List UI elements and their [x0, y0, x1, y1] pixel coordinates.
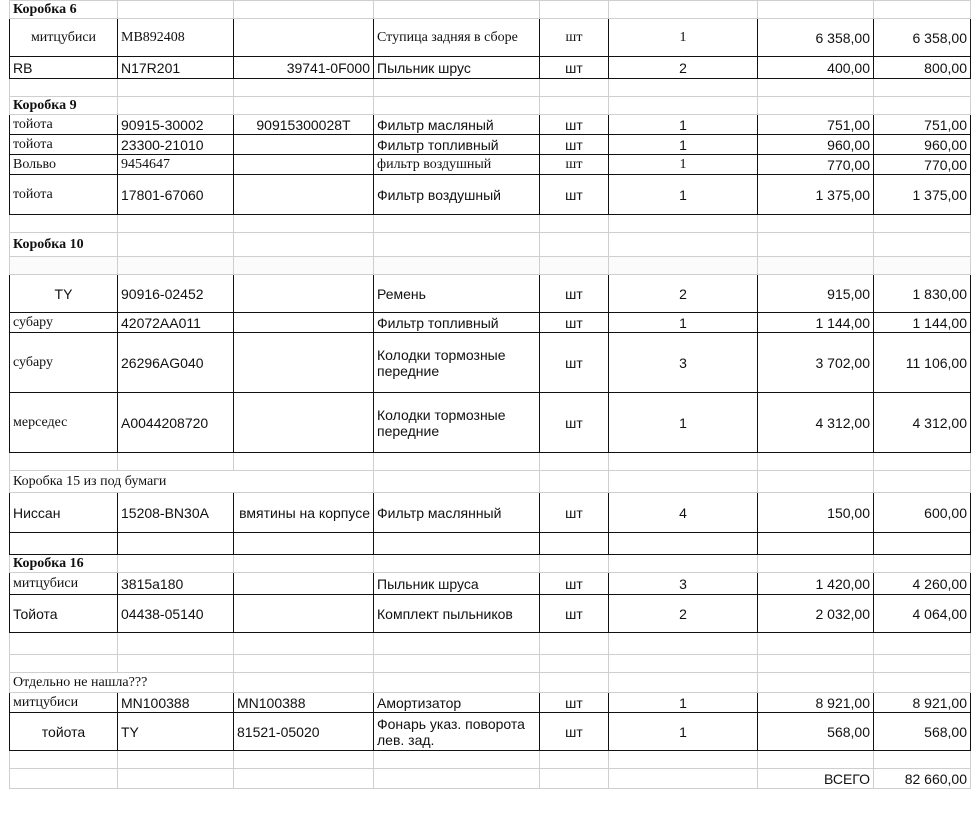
- empty-cell[interactable]: [758, 751, 874, 769]
- group-title: Коробка 6: [10, 1, 118, 19]
- sheet-row: [10, 1, 971, 19]
- unit-cell[interactable]: шт: [540, 493, 609, 533]
- price-cell[interactable]: 6 358,00: [758, 19, 874, 57]
- table-row[interactable]: [10, 19, 971, 57]
- empty-cell[interactable]: [609, 79, 758, 97]
- unit-cell[interactable]: шт: [540, 713, 609, 751]
- empty-cell[interactable]: [10, 751, 118, 769]
- empty-cell[interactable]: [758, 633, 874, 655]
- brand-cell[interactable]: Вольво: [10, 155, 118, 175]
- sheet-row: [10, 633, 971, 655]
- total-cell[interactable]: 800,00: [874, 57, 971, 79]
- empty-cell[interactable]: [540, 533, 609, 555]
- table-row[interactable]: [10, 313, 971, 333]
- total-cell[interactable]: 4 064,00: [874, 595, 971, 633]
- empty-cell[interactable]: [609, 655, 758, 673]
- total-cell[interactable]: 1 830,00: [874, 275, 971, 313]
- empty-cell[interactable]: [609, 533, 758, 555]
- ref-cell[interactable]: вмятины на корпусе: [234, 493, 374, 533]
- code-cell[interactable]: 15208-BN30A: [118, 493, 234, 533]
- name-cell[interactable]: Ступица задняя в сборе: [374, 19, 540, 57]
- code-cell[interactable]: MN100388: [118, 693, 234, 713]
- empty-cell[interactable]: [234, 533, 374, 555]
- empty-cell[interactable]: [374, 233, 540, 257]
- empty-cell[interactable]: [540, 673, 609, 693]
- name-cell[interactable]: Пыльник шрус: [374, 57, 540, 79]
- table-row[interactable]: [10, 493, 971, 533]
- unit-cell[interactable]: шт: [540, 313, 609, 333]
- sheet-row: [10, 655, 971, 673]
- empty-cell[interactable]: [874, 79, 971, 97]
- empty-cell[interactable]: [758, 97, 874, 115]
- price-cell[interactable]: 915,00: [758, 275, 874, 313]
- empty-cell[interactable]: [118, 633, 234, 655]
- qty-cell[interactable]: 1: [609, 135, 758, 155]
- group-title: Коробка 15 из под бумаги: [10, 471, 374, 493]
- name-cell[interactable]: Колодки тормозные передние: [374, 393, 540, 453]
- empty-cell[interactable]: [609, 751, 758, 769]
- empty-cell[interactable]: [118, 215, 234, 233]
- price-cell[interactable]: 2 032,00: [758, 595, 874, 633]
- empty-cell[interactable]: [874, 655, 971, 673]
- sheet-row: [10, 751, 971, 769]
- table-row[interactable]: [10, 135, 971, 155]
- table-row[interactable]: [10, 573, 971, 595]
- group-title: Отдельно не нашла???: [10, 673, 234, 693]
- empty-cell[interactable]: [609, 97, 758, 115]
- empty-cell[interactable]: [874, 471, 971, 493]
- brand-cell[interactable]: митцубиси: [10, 693, 118, 713]
- empty-cell[interactable]: [874, 555, 971, 573]
- qty-cell[interactable]: 1: [609, 713, 758, 751]
- brand-cell[interactable]: Ниссан: [10, 493, 118, 533]
- empty-cell[interactable]: [374, 769, 540, 789]
- name-cell[interactable]: фильтр воздушный: [374, 155, 540, 175]
- qty-cell[interactable]: 2: [609, 595, 758, 633]
- price-cell[interactable]: 8 921,00: [758, 693, 874, 713]
- empty-cell[interactable]: [10, 215, 118, 233]
- brand-cell[interactable]: тойота: [10, 175, 118, 215]
- empty-cell[interactable]: [758, 79, 874, 97]
- empty-cell[interactable]: [540, 471, 609, 493]
- empty-cell[interactable]: [374, 97, 540, 115]
- code-cell[interactable]: N17R201: [118, 57, 234, 79]
- qty-cell[interactable]: 1: [609, 693, 758, 713]
- empty-cell[interactable]: [10, 453, 118, 471]
- empty-cell[interactable]: [540, 233, 609, 257]
- unit-cell[interactable]: шт: [540, 595, 609, 633]
- empty-cell[interactable]: [540, 453, 609, 471]
- ref-cell[interactable]: [234, 135, 374, 155]
- empty-cell[interactable]: [758, 655, 874, 673]
- name-cell[interactable]: Фильтр маслянный: [374, 493, 540, 533]
- sheet-row: [10, 257, 971, 275]
- qty-cell[interactable]: 1: [609, 155, 758, 175]
- unit-cell[interactable]: шт: [540, 135, 609, 155]
- table-row[interactable]: [10, 155, 971, 175]
- price-cell[interactable]: 751,00: [758, 115, 874, 135]
- group-title: Коробка 9: [10, 97, 118, 115]
- table-row[interactable]: [10, 393, 971, 453]
- empty-cell[interactable]: [374, 655, 540, 673]
- empty-cell[interactable]: [758, 233, 874, 257]
- name-cell[interactable]: Фильтр масляный: [374, 115, 540, 135]
- ref-cell[interactable]: [234, 155, 374, 175]
- unit-cell[interactable]: шт: [540, 175, 609, 215]
- sheet-row: [10, 233, 971, 257]
- empty-cell[interactable]: [874, 751, 971, 769]
- table-row[interactable]: [10, 175, 971, 215]
- unit-cell[interactable]: шт: [540, 693, 609, 713]
- empty-cell[interactable]: [118, 257, 234, 275]
- empty-cell[interactable]: [374, 471, 540, 493]
- name-cell[interactable]: Колодки тормозные передние: [374, 333, 540, 393]
- brand-cell[interactable]: RB: [10, 57, 118, 79]
- empty-cell[interactable]: [540, 215, 609, 233]
- empty-cell[interactable]: [540, 633, 609, 655]
- empty-cell[interactable]: [758, 215, 874, 233]
- empty-cell[interactable]: [609, 673, 758, 693]
- unit-cell[interactable]: шт: [540, 155, 609, 175]
- empty-cell[interactable]: [758, 555, 874, 573]
- empty-cell[interactable]: [234, 555, 374, 573]
- price-cell[interactable]: 3 702,00: [758, 333, 874, 393]
- code-cell[interactable]: 90916-02452: [118, 275, 234, 313]
- empty-cell[interactable]: [540, 97, 609, 115]
- empty-cell[interactable]: [374, 673, 540, 693]
- sheet-row: [10, 215, 971, 233]
- brand-cell[interactable]: субару: [10, 333, 118, 393]
- empty-cell[interactable]: [234, 673, 374, 693]
- brand-cell[interactable]: тойота: [10, 713, 118, 751]
- table-row[interactable]: [10, 333, 971, 393]
- total-cell[interactable]: 1 375,00: [874, 175, 971, 215]
- unit-cell[interactable]: шт: [540, 57, 609, 79]
- total-cell[interactable]: 600,00: [874, 493, 971, 533]
- empty-cell[interactable]: [234, 257, 374, 275]
- empty-cell[interactable]: [758, 533, 874, 555]
- empty-cell[interactable]: [540, 769, 609, 789]
- empty-cell[interactable]: [118, 453, 234, 471]
- table-row[interactable]: [10, 275, 971, 313]
- unit-cell[interactable]: шт: [540, 333, 609, 393]
- sheet-row: [10, 97, 971, 115]
- empty-cell[interactable]: [118, 97, 234, 115]
- price-cell[interactable]: 150,00: [758, 493, 874, 533]
- empty-cell[interactable]: [609, 453, 758, 471]
- ref-cell[interactable]: [234, 275, 374, 313]
- qty-cell[interactable]: 4: [609, 493, 758, 533]
- empty-cell[interactable]: [874, 257, 971, 275]
- empty-cell[interactable]: [234, 655, 374, 673]
- ref-cell[interactable]: [234, 393, 374, 453]
- inventory-table: [9, 0, 971, 789]
- empty-cell[interactable]: [374, 533, 540, 555]
- empty-cell[interactable]: [234, 79, 374, 97]
- name-cell[interactable]: Ремень: [374, 275, 540, 313]
- qty-cell[interactable]: 3: [609, 573, 758, 595]
- table-row[interactable]: [10, 115, 971, 135]
- empty-cell[interactable]: [609, 633, 758, 655]
- qty-cell[interactable]: 1: [609, 115, 758, 135]
- empty-cell[interactable]: [874, 233, 971, 257]
- empty-cell[interactable]: [540, 751, 609, 769]
- qty-cell[interactable]: 1: [609, 175, 758, 215]
- empty-cell[interactable]: [758, 673, 874, 693]
- code-cell[interactable]: 04438-05140: [118, 595, 234, 633]
- empty-cell[interactable]: [609, 1, 758, 19]
- total-cell[interactable]: 1 144,00: [874, 313, 971, 333]
- total-cell[interactable]: 6 358,00: [874, 19, 971, 57]
- empty-cell[interactable]: [374, 257, 540, 275]
- group-title: Коробка 10: [10, 233, 118, 257]
- empty-cell[interactable]: [118, 233, 234, 257]
- empty-cell[interactable]: [10, 655, 118, 673]
- brand-cell[interactable]: Тойота: [10, 595, 118, 633]
- code-cell[interactable]: MB892408: [118, 19, 234, 57]
- empty-cell[interactable]: [374, 79, 540, 97]
- ref-cell[interactable]: MN100388: [234, 693, 374, 713]
- empty-cell[interactable]: [374, 555, 540, 573]
- price-cell[interactable]: 1 375,00: [758, 175, 874, 215]
- table-row[interactable]: [10, 693, 971, 713]
- qty-cell[interactable]: 1: [609, 19, 758, 57]
- empty-cell[interactable]: [234, 751, 374, 769]
- empty-cell[interactable]: [609, 769, 758, 789]
- empty-cell[interactable]: [374, 215, 540, 233]
- price-cell[interactable]: 770,00: [758, 155, 874, 175]
- table-row[interactable]: [10, 595, 971, 633]
- sheet-row: [10, 453, 971, 471]
- table-row[interactable]: [10, 713, 971, 751]
- empty-cell[interactable]: [758, 257, 874, 275]
- empty-cell[interactable]: [540, 655, 609, 673]
- empty-cell[interactable]: [118, 533, 234, 555]
- code-cell[interactable]: 26296AG040: [118, 333, 234, 393]
- sheet-row: [10, 79, 971, 97]
- qty-cell[interactable]: 2: [609, 57, 758, 79]
- empty-cell[interactable]: [609, 215, 758, 233]
- empty-cell[interactable]: [540, 1, 609, 19]
- empty-cell[interactable]: [874, 1, 971, 19]
- price-cell[interactable]: 1 144,00: [758, 313, 874, 333]
- total-value: 82 660,00: [874, 769, 971, 789]
- qty-cell[interactable]: 2: [609, 275, 758, 313]
- total-cell[interactable]: 8 921,00: [874, 693, 971, 713]
- qty-cell[interactable]: 1: [609, 313, 758, 333]
- name-cell[interactable]: Пыльник шруса: [374, 573, 540, 595]
- code-cell[interactable]: 42072AA011: [118, 313, 234, 333]
- ref-cell[interactable]: 39741-0F000: [234, 57, 374, 79]
- brand-cell[interactable]: тойота: [10, 115, 118, 135]
- empty-cell[interactable]: [874, 453, 971, 471]
- empty-cell[interactable]: [874, 533, 971, 555]
- empty-cell[interactable]: [118, 655, 234, 673]
- brand-cell[interactable]: митцубиси: [10, 573, 118, 595]
- ref-cell[interactable]: 81521-05020: [234, 713, 374, 751]
- code-cell[interactable]: TY: [118, 713, 234, 751]
- empty-cell[interactable]: [10, 533, 118, 555]
- brand-cell[interactable]: субару: [10, 313, 118, 333]
- empty-cell[interactable]: [10, 79, 118, 97]
- qty-cell[interactable]: 3: [609, 333, 758, 393]
- empty-cell[interactable]: [10, 769, 118, 789]
- name-cell[interactable]: Фильтр топливный: [374, 135, 540, 155]
- empty-cell[interactable]: [540, 79, 609, 97]
- empty-cell[interactable]: [758, 453, 874, 471]
- unit-cell[interactable]: шт: [540, 115, 609, 135]
- qty-cell[interactable]: 1: [609, 393, 758, 453]
- ref-cell[interactable]: [234, 313, 374, 333]
- empty-cell[interactable]: [234, 633, 374, 655]
- empty-cell[interactable]: [374, 453, 540, 471]
- code-cell[interactable]: 90915-30002: [118, 115, 234, 135]
- empty-cell[interactable]: [609, 233, 758, 257]
- total-cell[interactable]: 770,00: [874, 155, 971, 175]
- unit-cell[interactable]: шт: [540, 393, 609, 453]
- empty-cell[interactable]: [540, 555, 609, 573]
- total-row: [10, 769, 971, 789]
- empty-cell[interactable]: [234, 97, 374, 115]
- brand-cell[interactable]: митцубиси: [10, 19, 118, 57]
- price-cell[interactable]: 4 312,00: [758, 393, 874, 453]
- empty-cell[interactable]: [609, 471, 758, 493]
- name-cell[interactable]: Фильтр топливный: [374, 313, 540, 333]
- empty-cell[interactable]: [234, 453, 374, 471]
- empty-cell[interactable]: [374, 1, 540, 19]
- empty-cell[interactable]: [10, 633, 118, 655]
- ref-cell[interactable]: [234, 595, 374, 633]
- sheet-row: [10, 471, 971, 493]
- ref-cell[interactable]: [234, 333, 374, 393]
- total-cell[interactable]: 960,00: [874, 135, 971, 155]
- total-cell[interactable]: 751,00: [874, 115, 971, 135]
- price-cell[interactable]: 960,00: [758, 135, 874, 155]
- total-cell[interactable]: 11 106,00: [874, 333, 971, 393]
- sheet-row: [10, 673, 971, 693]
- unit-cell[interactable]: шт: [540, 573, 609, 595]
- ref-cell[interactable]: [234, 19, 374, 57]
- unit-cell[interactable]: шт: [540, 275, 609, 313]
- empty-cell[interactable]: [374, 633, 540, 655]
- name-cell[interactable]: Комплект пыльников: [374, 595, 540, 633]
- empty-cell[interactable]: [874, 673, 971, 693]
- price-cell[interactable]: 568,00: [758, 713, 874, 751]
- empty-cell[interactable]: [874, 97, 971, 115]
- sheet-row: [10, 533, 971, 555]
- empty-cell[interactable]: [118, 1, 234, 19]
- unit-cell[interactable]: шт: [540, 19, 609, 57]
- name-cell[interactable]: Амортизатор: [374, 693, 540, 713]
- brand-cell[interactable]: мерседес: [10, 393, 118, 453]
- empty-cell[interactable]: [540, 257, 609, 275]
- empty-cell[interactable]: [874, 215, 971, 233]
- total-label: ВСЕГО: [758, 769, 874, 789]
- code-cell[interactable]: 23300-21010: [118, 135, 234, 155]
- ref-cell[interactable]: [234, 175, 374, 215]
- empty-cell[interactable]: [118, 555, 234, 573]
- empty-cell[interactable]: [234, 215, 374, 233]
- sheet-row: [10, 555, 971, 573]
- ref-cell[interactable]: [234, 573, 374, 595]
- empty-cell[interactable]: [234, 1, 374, 19]
- table-row[interactable]: [10, 57, 971, 79]
- empty-cell[interactable]: [758, 471, 874, 493]
- empty-cell[interactable]: [609, 555, 758, 573]
- name-cell[interactable]: Фонарь указ. поворота лев. зад.: [374, 713, 540, 751]
- empty-cell[interactable]: [609, 257, 758, 275]
- group-title: Коробка 16: [10, 555, 118, 573]
- empty-cell[interactable]: [374, 751, 540, 769]
- empty-cell[interactable]: [10, 257, 118, 275]
- brand-cell[interactable]: TY: [10, 275, 118, 313]
- empty-cell[interactable]: [118, 79, 234, 97]
- name-cell[interactable]: Фильтр воздушный: [374, 175, 540, 215]
- code-cell[interactable]: 9454647: [118, 155, 234, 175]
- ref-cell[interactable]: 90915300028T: [234, 115, 374, 135]
- empty-cell[interactable]: [758, 1, 874, 19]
- price-cell[interactable]: 400,00: [758, 57, 874, 79]
- empty-cell[interactable]: [874, 633, 971, 655]
- empty-cell[interactable]: [234, 769, 374, 789]
- code-cell[interactable]: A0044208720: [118, 393, 234, 453]
- empty-cell[interactable]: [234, 233, 374, 257]
- total-cell[interactable]: 4 312,00: [874, 393, 971, 453]
- code-cell[interactable]: 3815a180: [118, 573, 234, 595]
- empty-cell[interactable]: [118, 751, 234, 769]
- total-cell[interactable]: 568,00: [874, 713, 971, 751]
- empty-cell[interactable]: [118, 769, 234, 789]
- total-cell[interactable]: 4 260,00: [874, 573, 971, 595]
- brand-cell[interactable]: тойота: [10, 135, 118, 155]
- code-cell[interactable]: 17801-67060: [118, 175, 234, 215]
- price-cell[interactable]: 1 420,00: [758, 573, 874, 595]
